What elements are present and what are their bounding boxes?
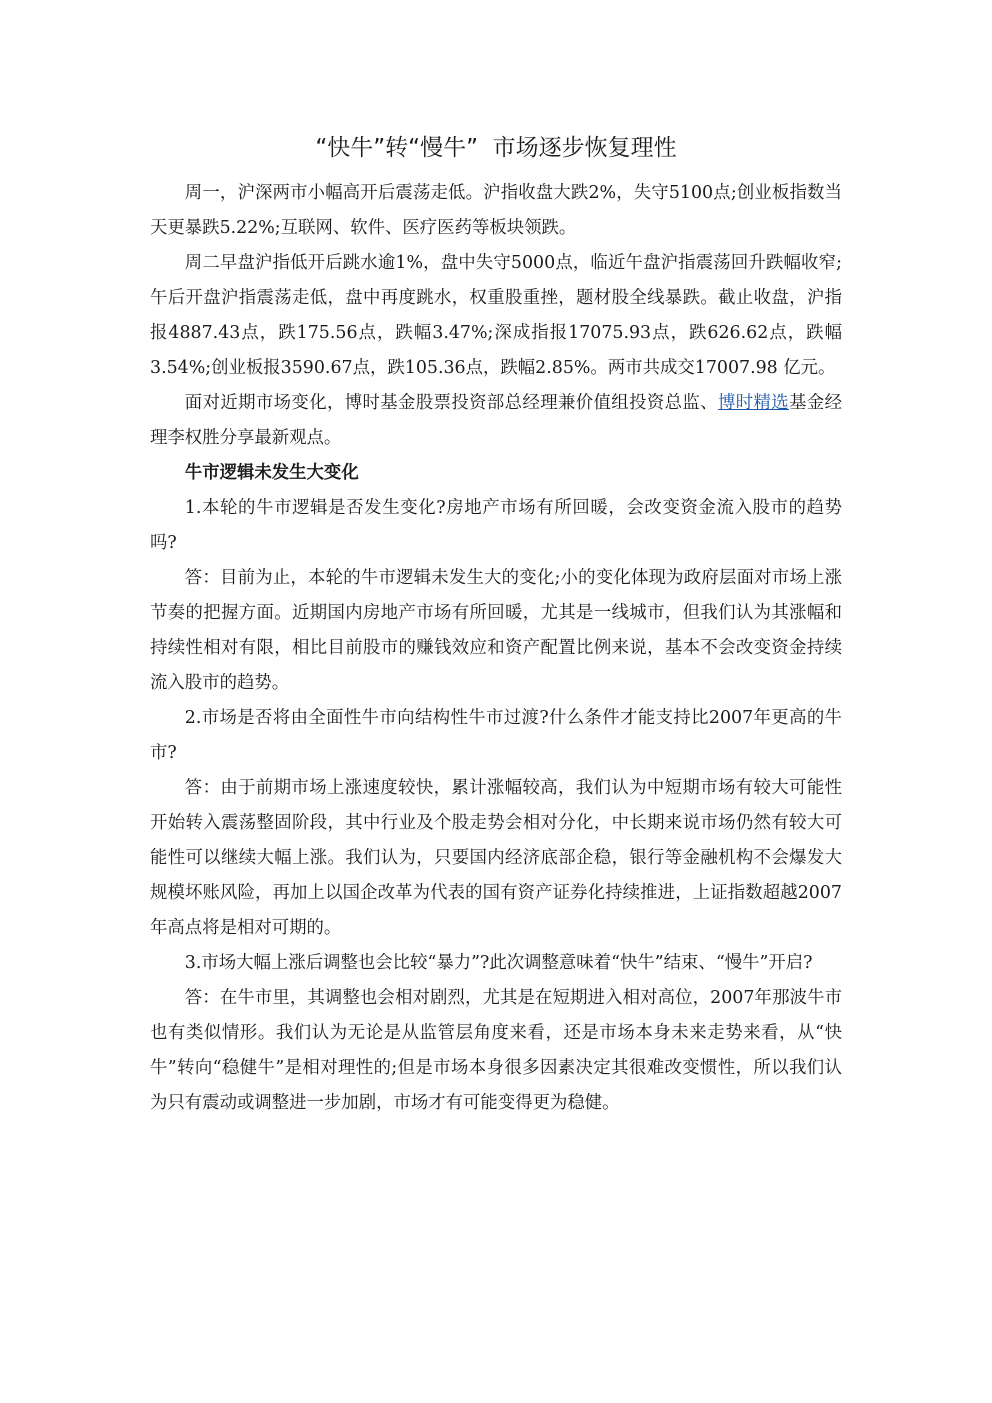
answer-2: 答：由于前期市场上涨速度较快，累计涨幅较高，我们认为中短期市场有较大可能性开始转入震荡整固阶段，其中行业及个股走势会相对分化，中长期来说市场仍然有较大可能性可以继续大幅上涨。我们认为，只要国内经济底部企稳，银行等金融机构不会爆发大规模坏账风险，再加上以国企改革为代表的国有资产证券化持续推进，上证指数超越2007年高点将是相对可期的。: [150, 778, 842, 938]
question-3: 3.市场大幅上涨后调整也会比较“暴力”?此次调整意味着“快牛”结束、“慢牛”开启?: [184, 953, 813, 973]
answer-1: 答：目前为止，本轮的牛市逻辑未发生大的变化;小的变化体现为政府层面对市场上涨节奏的把握方面。近期国内房地产市场有所回暖，尤其是一线城市，但我们认为其涨幅和持续性相对有限，相比目前股市的赚钱效应和资产配置比例来说，基本不会改变资金持续流入股市的趋势。: [150, 568, 842, 693]
intro-text-before: 面对近期市场变化，博时基金股票投资部总经理兼价值组投资总监、: [184, 393, 718, 413]
fund-link[interactable]: 博时精选: [717, 393, 790, 413]
paragraph-intro: [150, 386, 842, 456]
answer-3: 答：在牛市里，其调整也会相对剧烈，尤其是在短期进入相对高位，2007年那波牛市也有类似情形。我们认为无论是从监管层角度来看，还是市场本身未来走势来看，从“快牛”转向“稳健牛”是相对理性的;但是市场本身很多因素决定其很难改变惯性，所以我们认为只有震动或调整进一步加剧，市场才有可能变得更为稳健。: [150, 988, 842, 1113]
article: [150, 128, 842, 1121]
section-heading: 牛市逻辑未发生大变化: [184, 463, 359, 483]
paragraph-tuesday: 周二早盘沪指低开后跳水逾1%，盘中失守5000点，临近午盘沪指震荡回升跌幅收窄;午后开盘沪指震荡走低，盘中再度跳水，权重股重挫，题材股全线暴跌。截止收盘，沪指报4887.43点，跌175.56点，跌幅3.47%;深成指报17075.93点，跌626.62点，跌幅3.54%;创业板报3590.67点，跌105.36点，跌幅2.85%。两市共成交17007.98 亿元。: [150, 253, 842, 378]
paragraph-monday: 周一，沪深两市小幅高开后震荡走低。沪指收盘大跌2%，失守5100点;创业板指数当天更暴跌5.22%;互联网、软件、医疗医药等板块领跌。: [150, 183, 842, 238]
question-1: 1.本轮的牛市逻辑是否发生变化?房地产市场有所回暖，会改变资金流入股市的趋势吗?: [150, 498, 842, 553]
article-title: “快牛”转“慢牛” 市场逐步恢复理性: [315, 135, 677, 161]
intro-text-after: 基金经理李权胜分享最新观点。: [150, 393, 842, 448]
question-2: 2.市场是否将由全面性牛市向结构性牛市过渡?什么条件才能支持比2007年更高的牛市?: [150, 708, 842, 763]
